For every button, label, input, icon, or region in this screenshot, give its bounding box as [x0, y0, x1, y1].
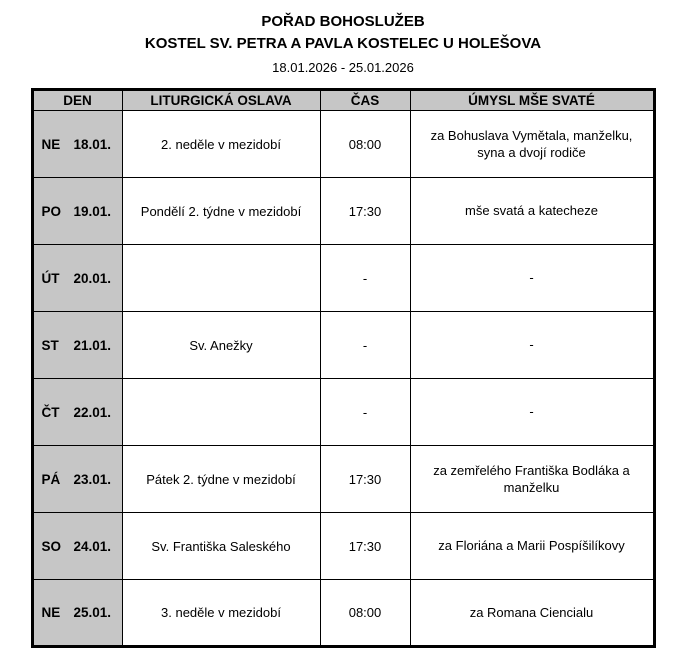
page-title: POŘAD BOHOSLUŽEB: [261, 13, 425, 30]
table-row: [32, 580, 654, 647]
time-cell: 17:30: [320, 446, 410, 513]
celebration-cell: Pondělí 2. týdne v mezidobí: [122, 178, 320, 245]
title-block: [0, 12, 686, 76]
day-cell: [32, 178, 122, 245]
intention-cell: mše svatá a katecheze: [410, 178, 654, 245]
day-date: 24.01.: [73, 538, 112, 554]
day-cell: [32, 580, 122, 647]
time-cell: -: [320, 312, 410, 379]
day-cell: [32, 312, 122, 379]
header-row: [32, 90, 654, 111]
intention-cell: za Floriána a Marii Pospíšilíkovy: [410, 513, 654, 580]
day-cell: [32, 446, 122, 513]
intention-cell: za Romana Ciencialu: [410, 580, 654, 647]
day-abbrev: ST: [41, 337, 59, 353]
day-abbrev: SO: [41, 538, 62, 554]
date-range: 18.01.2026 - 25.01.2026: [272, 59, 414, 75]
intention-cell: -: [410, 312, 654, 379]
day-abbrev: NE: [41, 605, 61, 621]
celebration-cell: [122, 245, 320, 312]
time-cell: -: [320, 245, 410, 312]
time-cell: 17:30: [320, 513, 410, 580]
column-header-umysl: ÚMYSL MŠE SVATÉ: [410, 90, 654, 111]
page-subtitle: KOSTEL SV. PETRA A PAVLA KOSTELEC U HOLEŠOVA: [144, 35, 542, 53]
day-abbrev: PO: [41, 203, 62, 219]
schedule-table: [31, 88, 656, 648]
day-date: 21.01.: [73, 337, 112, 353]
time-cell: -: [320, 379, 410, 446]
intention-cell: -: [410, 379, 654, 446]
day-date: 20.01.: [73, 270, 112, 286]
day-date: 25.01.: [73, 605, 112, 621]
column-header-liturgicka-oslava: LITURGICKÁ OSLAVA: [122, 90, 320, 111]
intention-cell: -: [410, 245, 654, 312]
day-cell: [32, 379, 122, 446]
day-cell: [32, 513, 122, 580]
celebration-cell: Sv. Františka Saleského: [122, 513, 320, 580]
day-date: 23.01.: [73, 471, 112, 487]
celebration-cell: [122, 379, 320, 446]
day-date: 22.01.: [73, 404, 112, 420]
celebration-cell: Pátek 2. týdne v mezidobí: [122, 446, 320, 513]
day-date: 18.01.: [73, 136, 112, 152]
table-row: [32, 513, 654, 580]
table-row: [32, 245, 654, 312]
intention-cell: za Bohuslava Vymětala, manželku, syna a dvojí rodiče: [410, 111, 654, 178]
day-abbrev: PÁ: [41, 471, 61, 487]
day-cell: [32, 111, 122, 178]
table-header: [32, 90, 654, 111]
table-row: [32, 111, 654, 178]
day-cell: [32, 245, 122, 312]
table-row: [32, 446, 654, 513]
time-cell: 08:00: [320, 580, 410, 647]
table-row: [32, 178, 654, 245]
column-header-cas: ČAS: [320, 90, 410, 111]
celebration-cell: 2. neděle v mezidobí: [122, 111, 320, 178]
time-cell: 17:30: [320, 178, 410, 245]
day-date: 19.01.: [73, 203, 112, 219]
day-abbrev: NE: [41, 136, 61, 152]
celebration-cell: 3. neděle v mezidobí: [122, 580, 320, 647]
table-row: [32, 312, 654, 379]
celebration-cell: Sv. Anežky: [122, 312, 320, 379]
table-row: [32, 379, 654, 446]
column-header-den: DEN: [32, 90, 122, 111]
intention-cell: za zemřelého Františka Bodláka a manželku: [410, 446, 654, 513]
day-abbrev: ČT: [41, 404, 60, 420]
day-abbrev: ÚT: [41, 270, 60, 286]
time-cell: 08:00: [320, 111, 410, 178]
